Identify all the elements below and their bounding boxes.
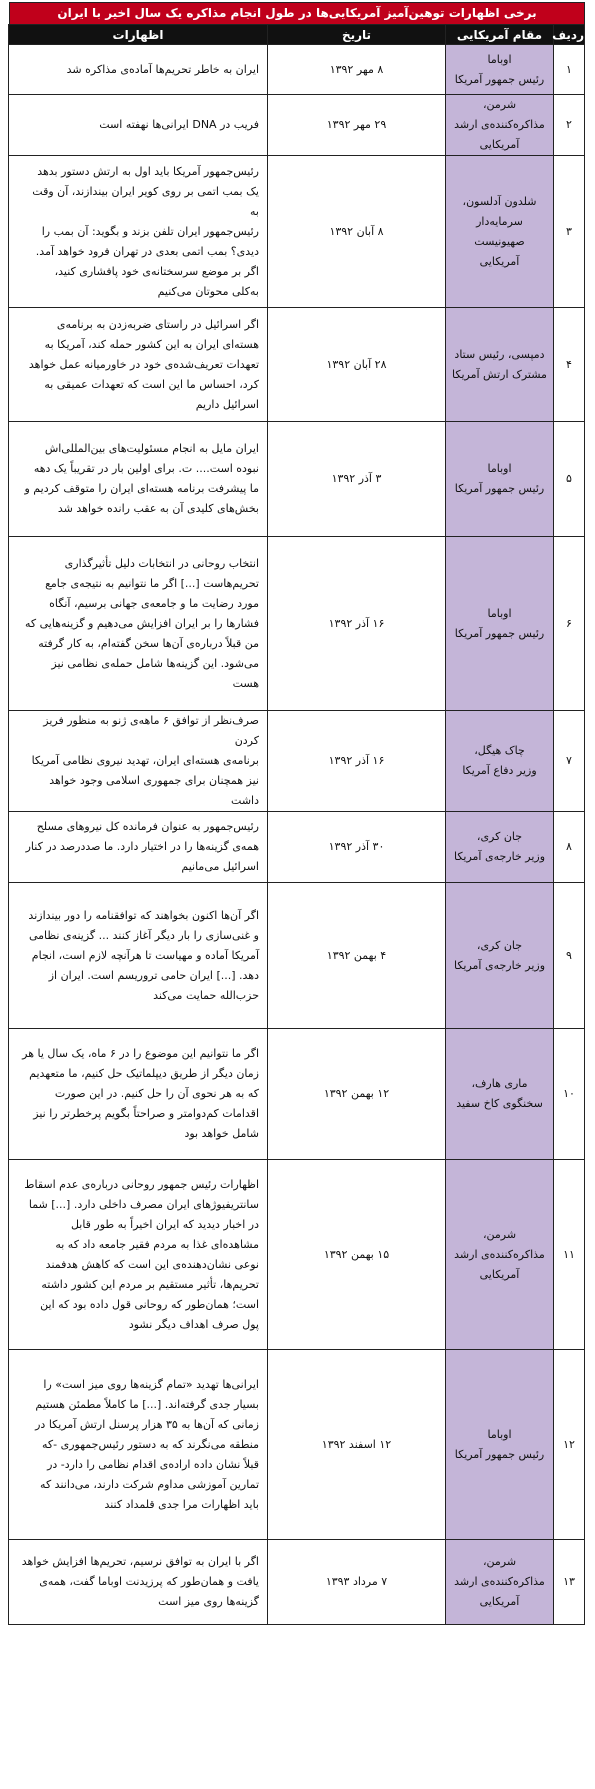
row-number: ۱۳ — [554, 1540, 585, 1625]
official-cell: شرمن، مذاکره‌کننده‌ی ارشد آمریکایی — [446, 1540, 554, 1625]
date-cell: ۷ مرداد ۱۳۹۳ — [268, 1540, 446, 1625]
header-num: ردیف — [554, 25, 585, 45]
date-cell: ۲۸ آبان ۱۳۹۲ — [268, 308, 446, 422]
row-number: ۳ — [554, 156, 585, 308]
table-row — [9, 95, 585, 156]
statement-cell: رئیس‌جمهور آمریکا باید اول به ارتش دستور بدهد یک بمب اتمی بر روی کویر ایران بیندازند، آن وقت به رئیس‌جمهور ایران تلفن بزند و بگوید: آن بمب را دیدی؟ بمب اتمی بعدی در تهران فرود خواهد آمد. اگر بر موضع سرسختانه‌ی خود پافشاری کنید، به‌کلی محوتان می‌کنیم — [9, 156, 268, 308]
header-statement: اظهارات — [9, 25, 268, 45]
table-title: برخی اظهارات توهین‌آمیز آمریکایی‌ها در طول انجام مذاکره یک سال اخیر با ایران — [9, 2, 585, 24]
table-row — [9, 156, 585, 308]
date-cell: ۸ آبان ۱۳۹۲ — [268, 156, 446, 308]
official-cell: شرمن، مذاکره‌کننده‌ی ارشد آمریکایی — [446, 1160, 554, 1350]
official-cell: اوباما رئیس جمهور آمریکا — [446, 1350, 554, 1540]
row-number: ۲ — [554, 95, 585, 156]
table-row — [9, 883, 585, 1029]
official-cell: اوباما رئیس جمهور آمریکا — [446, 537, 554, 711]
date-cell: ۱۶ آذر ۱۳۹۲ — [268, 537, 446, 711]
statement-cell: رئیس‌جمهور به عنوان فرمانده کل نیروهای مسلح همه‌ی گزینه‌ها را در اختیار دارد. ما صددرصد در کنار اسرائیل می‌مانیم — [9, 812, 268, 883]
date-cell: ۴ بهمن ۱۳۹۲ — [268, 883, 446, 1029]
official-cell: دمپسی، رئیس ستاد مشترک ارتش آمریکا — [446, 308, 554, 422]
row-number: ۴ — [554, 308, 585, 422]
table-row — [9, 1029, 585, 1160]
table-row — [9, 308, 585, 422]
statement-cell: ایران مایل به انجام مسئولیت‌های بین‌المللی‌اش نبوده است.... ت. برای اولین بار در تقریباً یک دهه ما پیشرفت برنامه هسته‌ای ایران را متوقف کردیم و بخش‌های کلیدی آن به عقب رانده خواهد شد — [9, 422, 268, 537]
date-cell: ۱۶ آذر ۱۳۹۲ — [268, 711, 446, 812]
statement-cell: ایرانی‌ها تهدید «تمام گزینه‌ها روی میز است» را بسیار جدی گرفته‌اند. [...] ما کاملاً مطمئن هستیم زمانی که آن‌ها به ۳۵ هزار پرسنل ارتش آمریکا در منطقه می‌نگرند که به دستور رئیس‌جمهوری -که قبلاً نشان داده اراده‌ی اقدام نظامی را دارد- در تمارین آموزشی مداوم شرکت دارند، می‌دانند که باید اظهارات مرا جدی قلمداد کنند — [9, 1350, 268, 1540]
row-number: ۶ — [554, 537, 585, 711]
official-cell: جان کری، وزیر خارجه‌ی آمریکا — [446, 812, 554, 883]
table-row — [9, 1160, 585, 1350]
statement-cell: اگر ما نتوانیم این موضوع را در ۶ ماه، یک سال یا هر زمان دیگر از طریق دیپلماتیک حل کنیم، ما متعهدیم که به هر نحوی آن را حل کنیم. در این صورت اقدامات کم‌دوامتر و صراحتاً بگویم پرخطرتر را نیز شامل خواهد بود — [9, 1029, 268, 1160]
statement-cell: اظهارات رئیس جمهور روحانی درباره‌ی عدم اسقاط سانتریفیوژهای ایران مصرف داخلی دارد. [...] شما در اخبار دیدید که ایران اخیراً به طور قابل مشاهده‌ای غذا به مردم فقیر جامعه داد که به نوعی نشان‌دهنده‌ی این است که کاهش هدفمند تحریم‌ها، تأثیر مستقیم بر مردم این کشور داشته است؛ همان‌طور که روحانی قول داده بود که این پول صرف اهداف دیگر نشود — [9, 1160, 268, 1350]
table-row — [9, 537, 585, 711]
table-row — [9, 1540, 585, 1625]
official-cell: چاک هیگل، وزیر دفاع آمریکا — [446, 711, 554, 812]
statement-cell: اگر اسرائیل در راستای ضربه‌زدن به برنامه‌ی هسته‌ای ایران به این کشور حمله کند، آمریکا به تعهدات تعریف‌شده‌ی خود در خاورمیانه عمل خواهد کرد، احساس ما این است که تعهدات عمیقی به اسرائیل داریم — [9, 308, 268, 422]
statements-table-container — [9, 2, 585, 1625]
table-row — [9, 45, 585, 95]
official-cell: شرمن، مذاکره‌کننده‌ی ارشد آمریکایی — [446, 95, 554, 156]
date-cell: ۸ مهر ۱۳۹۲ — [268, 45, 446, 95]
date-cell: ۱۲ بهمن ۱۳۹۲ — [268, 1029, 446, 1160]
date-cell: ۱۵ بهمن ۱۳۹۲ — [268, 1160, 446, 1350]
header-row — [9, 25, 585, 45]
date-cell: ۳ آذر ۱۳۹۲ — [268, 422, 446, 537]
table-body — [9, 45, 585, 1625]
official-cell: ماری هارف، سخنگوی کاخ سفید — [446, 1029, 554, 1160]
row-number: ۱۲ — [554, 1350, 585, 1540]
official-cell: جان کری، وزیر خارجه‌ی آمریکا — [446, 883, 554, 1029]
official-cell: شلدون آدلسون، سرمایه‌دار صهیونیست آمریکایی — [446, 156, 554, 308]
statement-cell: اگر با ایران به توافق نرسیم، تحریم‌ها افزایش خواهد یافت و همان‌طور که پرزیدنت اوباما گفت، همه‌ی گزینه‌ها روی میز است — [9, 1540, 268, 1625]
table-row — [9, 422, 585, 537]
statement-cell: ایران به خاطر تحریم‌ها آماده‌ی مذاکره شد — [9, 45, 268, 95]
statement-cell: انتخاب روحانی در انتخابات دلیل تأثیرگذاری تحریم‌هاست [...] اگر ما نتوانیم به نتیجه‌ی جامع مورد رضایت ما و جامعه‌ی جهانی برسیم، آنگاه فشارها را بر ایران افزایش می‌دهیم و گزینه‌هایی که من قبلاً درباره‌ی آن‌ها سخن گفته‌ام، به کار گرفته می‌شود. این گزینه‌ها شامل حمله‌ی نظامی نیز هست — [9, 537, 268, 711]
row-number: ۷ — [554, 711, 585, 812]
official-cell: اوباما رئیس جمهور آمریکا — [446, 422, 554, 537]
header-official: مقام آمریکایی — [446, 25, 554, 45]
row-number: ۹ — [554, 883, 585, 1029]
date-cell: ۳۰ آذر ۱۳۹۲ — [268, 812, 446, 883]
date-cell: ۲۹ مهر ۱۳۹۲ — [268, 95, 446, 156]
table-row — [9, 711, 585, 812]
row-number: ۱ — [554, 45, 585, 95]
date-cell: ۱۲ اسفند ۱۳۹۲ — [268, 1350, 446, 1540]
statements-table — [8, 24, 585, 1625]
statement-cell: صرف‌نظر از توافق ۶ ماهه‌ی ژنو به منظور فریز کردن برنامه‌ی هسته‌ای ایران، تهدید نیروی نظامی آمریکا نیز همچنان برای جمهوری اسلامی وجود خواهد داشت — [9, 711, 268, 812]
statement-cell: فریب در DNA ایرانی‌ها نهفته است — [9, 95, 268, 156]
table-row — [9, 1350, 585, 1540]
row-number: ۱۱ — [554, 1160, 585, 1350]
row-number: ۱۰ — [554, 1029, 585, 1160]
row-number: ۵ — [554, 422, 585, 537]
row-number: ۸ — [554, 812, 585, 883]
statement-cell: اگر آن‌ها اکنون بخواهند که توافقنامه را دور بیندازند و غنی‌سازی را بار دیگر آغاز کنند ... گزینه‌ی نظامی آمریکا آماده و مهیاست تا هرآنچه لازم است، انجام دهد. [...] ایران حامی تروریسم است. ایران از حزب‌الله حمایت می‌کند — [9, 883, 268, 1029]
table-row — [9, 812, 585, 883]
header-date: تاریخ — [268, 25, 446, 45]
official-cell: اوباما رئیس جمهور آمریکا — [446, 45, 554, 95]
